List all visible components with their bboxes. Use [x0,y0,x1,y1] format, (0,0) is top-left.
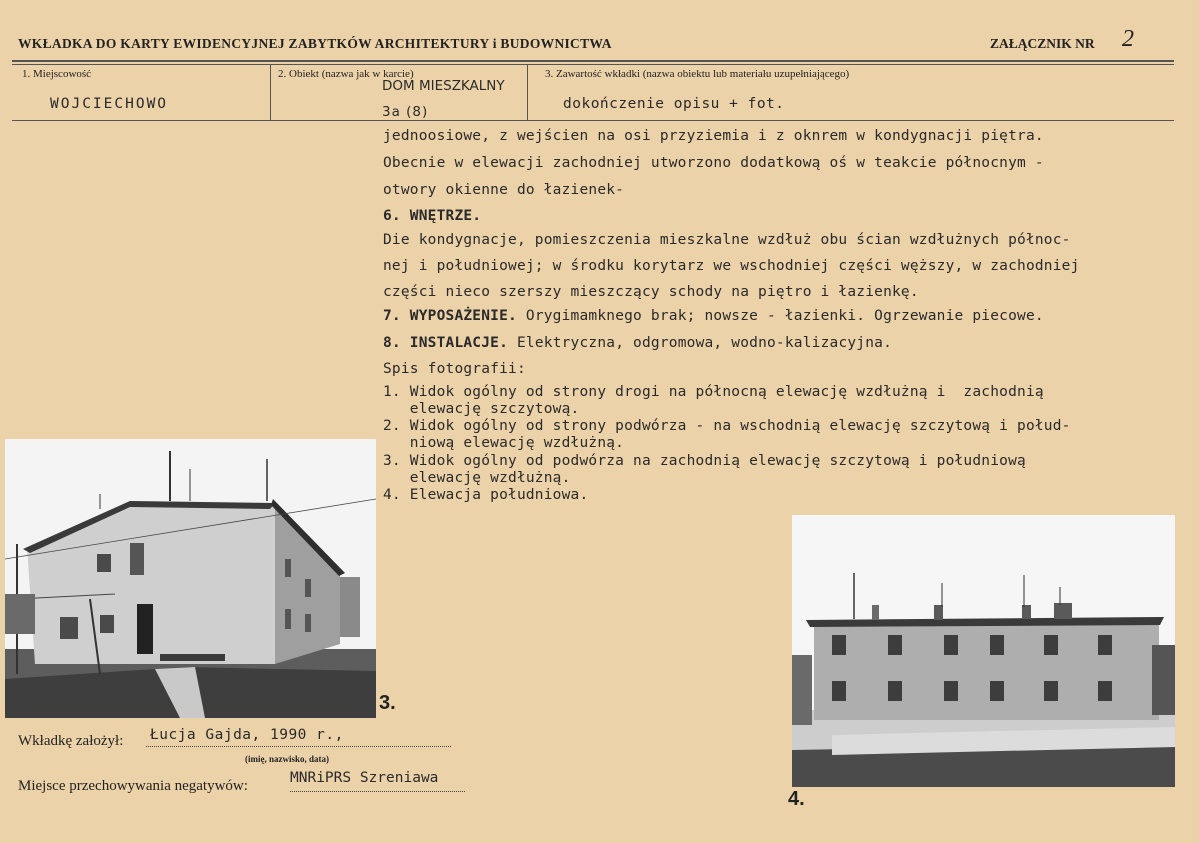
negatives-storage-line [290,791,465,792]
attachment-label: ZAŁĄCZNIK NR [990,36,1095,51]
field-divider-2 [527,64,528,120]
contents-label: 3. Zawartość wkładki (nazwa obiektu lub materiału uzupełniającego) [545,68,850,80]
section-7-heading: 7. WYPOSAŻENIE. [383,308,517,324]
contents-value: dokończenie opisu + fot. [563,96,785,112]
field-divider-1 [270,64,271,120]
photo-item-2b: niową elewację wzdłużną. [383,435,625,451]
photo-number-3: 3. [379,692,396,714]
photo-number-4: 4. [788,788,805,810]
created-by-label: Wkładkę założył: [18,733,124,749]
photo-house-west-view-image [5,439,376,718]
photo-item-1a: 1. Widok ogólny od strony drogi na północną elewację wzdłużną i zachodnią [383,384,1044,400]
photo-item-3b: elewację wzdłużną. [383,470,571,486]
object-label: 2. Obiekt (nazwa jak w karcie) [278,68,414,80]
section-8-heading: 8. INSTALACJE. [383,335,509,351]
section-6-line-2: nej i południowej; w środku korytarz we wschodniej części węższy, w zachodniej [383,258,1080,274]
body-line-1: jednoosiowe, z wejścien na osi przyziemia i z oknrem w kondygnacji piętra. [383,128,1044,144]
photo-item-4: 4. Elewacja południowa. [383,487,589,503]
created-by-hint: (imię, nazwisko, data) [245,754,329,764]
negatives-storage-value: MNRiPRS Szreniawa [290,770,439,786]
created-by-value: Łucja Gajda, 1990 r., [150,727,344,743]
card-title: WKŁADKA DO KARTY EWIDENCYJNEJ ZABYTKÓW ARCHITEKTURY i BUDOWNICTWA [18,36,612,51]
top-rule-thin [12,64,1174,65]
body-line-3: otwory okienne do łazienek- [383,182,625,198]
photos-list-heading: Spis fotografii: [383,361,526,377]
top-rule [12,60,1174,62]
locality-value: WOJCIECHOWO [50,96,169,112]
fields-bottom-rule [12,120,1174,121]
photo-item-1b: elewację szczytową. [383,401,580,417]
photo-item-2a: 2. Widok ogólny od strony podwórza - na wschodnią elewację szczytową i połud- [383,418,1071,434]
photo-house-west-view [5,439,376,718]
locality-label: 1. Miejscowość [22,68,92,80]
body-line-2: Obecnie w elewacji zachodniej utworzono dodatkową oś w teakcie północnym - [383,155,1044,171]
section-6-line-3: części nieco szerszy mieszczący schody na piętro i łazienkę. [383,284,919,300]
section-6-heading: 6. WNĘTRZE. [383,208,482,224]
photo-house-south-facade-image [792,515,1175,787]
created-by-line [146,746,451,747]
photo-house-south-facade [792,515,1175,787]
section-7-text: Orygimamknego brak; nowsze - łazienki. Ogrzewanie piecowe. [525,308,1044,324]
attachment-number: 2 [1122,26,1134,52]
negatives-storage-label: Miejsce przechowywania negatywów: [18,778,248,794]
section-6-line-1: Die kondygnacje, pomieszczenia mieszkalne wzdłuż obu ścian wzdłużnych północ- [383,232,1071,248]
section-8-row [383,335,892,351]
object-value-number: 3a (8) [382,104,429,120]
section-8-text: Elektryczna, odgromowa, wodno-kalizacyjna. [516,335,893,351]
section-7-row [383,308,1044,324]
object-value-name: DOM MIESZKALNY [382,78,505,94]
photo-item-3a: 3. Widok ogólny od podwórza na zachodnią elewację szczytową i południową [383,453,1026,469]
